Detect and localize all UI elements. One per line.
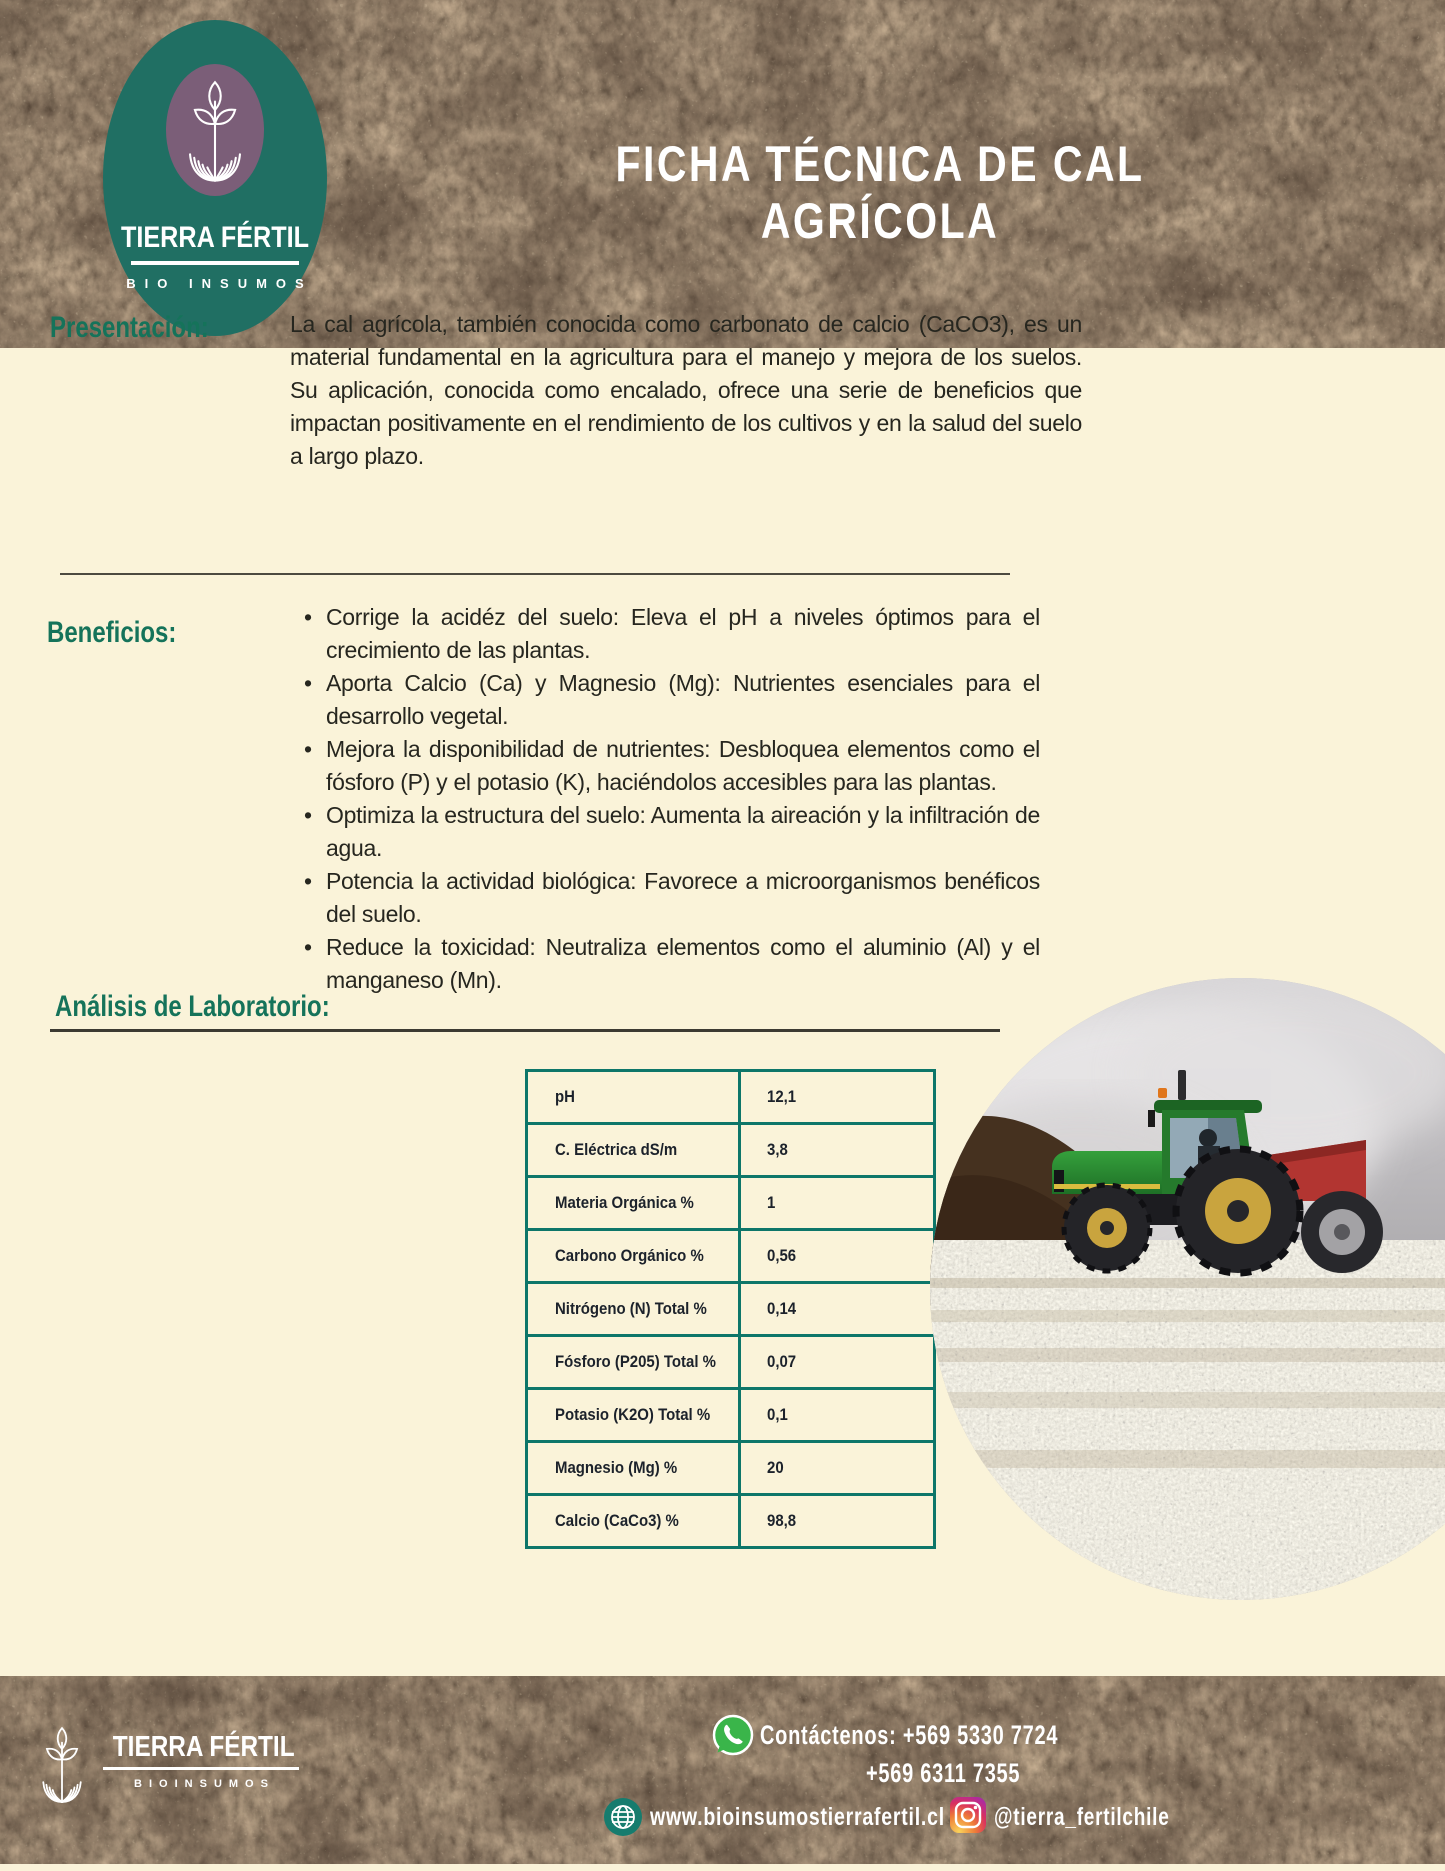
row-label: Potasio (K2O) Total % bbox=[555, 1405, 711, 1424]
row-label: Materia Orgánica % bbox=[555, 1193, 694, 1212]
row-value: 0,1 bbox=[766, 1405, 788, 1424]
contact-phone1[interactable]: +569 5330 7724 bbox=[902, 1720, 1059, 1750]
brand-name: TIERRA FÉRTIL bbox=[120, 221, 310, 254]
brand-tagline: BIO INSUMOS bbox=[126, 276, 313, 291]
footer-brand-name: TIERRA FÉRTIL bbox=[112, 1731, 295, 1763]
page-title-line2: AGRÍCOLA bbox=[760, 193, 1000, 249]
footer-brand-tagline: BIOINSUMOS bbox=[134, 1778, 275, 1790]
row-value: 0,14 bbox=[766, 1299, 797, 1318]
table-row bbox=[527, 1124, 935, 1177]
row-value: 1 bbox=[766, 1193, 776, 1212]
row-label: Carbono Orgánico % bbox=[555, 1246, 704, 1265]
table-row bbox=[527, 1071, 935, 1124]
list-item: • Mejora la disponibilidad de nutrientes: Desbloquea elementos como el fósforo (P) y el potasio (K), haciéndolos accesibles para las plantas. bbox=[302, 733, 1040, 799]
analysis-heading: Análisis de Laboratorio: bbox=[55, 990, 330, 1023]
table-row bbox=[527, 1389, 935, 1442]
table-row bbox=[527, 1283, 935, 1336]
analysis-underline bbox=[50, 1029, 1000, 1032]
benefits-list bbox=[302, 601, 1040, 997]
row-value: 0,07 bbox=[766, 1352, 797, 1371]
header-banner bbox=[0, 0, 1445, 348]
table-row bbox=[527, 1495, 935, 1548]
tractor-field-photo bbox=[930, 978, 1445, 1600]
row-label: Magnesio (Mg) % bbox=[555, 1458, 678, 1477]
instagram-icon[interactable] bbox=[950, 1797, 986, 1833]
instagram-handle[interactable]: @tierra_fertilchile bbox=[994, 1803, 1170, 1831]
benefits-heading: Beneficios: bbox=[47, 616, 177, 649]
table-row bbox=[527, 1442, 935, 1495]
row-label: Fósforo (P205) Total % bbox=[555, 1352, 716, 1371]
row-value: 20 bbox=[766, 1458, 784, 1477]
logo-medallion bbox=[166, 64, 264, 196]
footer-banner bbox=[0, 1676, 1445, 1864]
presentation-paragraph: La cal agrícola, también conocida como carbonato de calcio (CaCO3), es un material fundamental en la agricultura para el manejo y mejora de los suelos. Su aplicación, conocida como encalado, ofrece una serie de beneficios que impactan positivamente en el rendimiento de los cultivos y en la salud del suelo a largo plazo. bbox=[290, 311, 1082, 469]
brand-underline bbox=[131, 261, 299, 265]
row-value: 3,8 bbox=[766, 1140, 788, 1159]
website-link[interactable]: www.bioinsumostierrafertil.cl bbox=[650, 1803, 945, 1831]
bottom-edge-strip bbox=[0, 1864, 1445, 1871]
lab-analysis-table bbox=[525, 1069, 936, 1549]
presentation-heading: Presentación: bbox=[50, 311, 209, 344]
plant-sprout-icon bbox=[36, 1724, 88, 1804]
soil-texture-footer bbox=[0, 1676, 1445, 1864]
list-item: • Aporta Calcio (Ca) y Magnesio (Mg): Nutrientes esenciales para el desarrollo vegetal. bbox=[302, 667, 1040, 733]
row-value: 98,8 bbox=[766, 1511, 797, 1530]
globe-icon bbox=[604, 1798, 642, 1836]
footer-brand-underline bbox=[103, 1767, 299, 1770]
contact-label: Contáctenos: bbox=[760, 1720, 897, 1750]
list-item: • Potencia la actividad biológica: Favorece a microorganismos benéficos del suelo. bbox=[302, 865, 1040, 931]
row-label: C. Eléctrica dS/m bbox=[555, 1140, 678, 1159]
page-title bbox=[593, 136, 1167, 250]
tractor-liming-scene bbox=[930, 978, 1445, 1600]
row-label: Nitrógeno (N) Total % bbox=[555, 1299, 707, 1318]
table-row bbox=[527, 1177, 935, 1230]
row-label: pH bbox=[555, 1087, 575, 1106]
contact-phone-line[interactable] bbox=[760, 1720, 1058, 1751]
list-item: • Corrige la acidéz del suelo: Eleva el pH a niveles óptimos para el crecimiento de las plantas. bbox=[302, 601, 1040, 667]
table-row bbox=[527, 1336, 935, 1389]
row-label: Calcio (CaCo3) % bbox=[555, 1511, 679, 1530]
list-item: • Optimiza la estructura del suelo: Aumenta la aireación y la infiltración de agua. bbox=[302, 799, 1040, 865]
whatsapp-icon[interactable] bbox=[712, 1714, 754, 1756]
page-title-line1: FICHA TÉCNICA DE CAL bbox=[615, 136, 1145, 192]
row-value: 12,1 bbox=[766, 1087, 797, 1106]
row-value: 0,56 bbox=[766, 1246, 797, 1265]
section-divider bbox=[60, 573, 1010, 575]
brand-logo-badge bbox=[103, 20, 327, 336]
list-item: • Reduce la toxicidad: Neutraliza elementos como el aluminio (Al) y el manganeso (Mn). bbox=[302, 931, 1040, 997]
table-row bbox=[527, 1230, 935, 1283]
contact-phone2[interactable]: +569 6311 7355 bbox=[866, 1758, 1021, 1788]
plant-sprout-icon bbox=[180, 78, 250, 182]
